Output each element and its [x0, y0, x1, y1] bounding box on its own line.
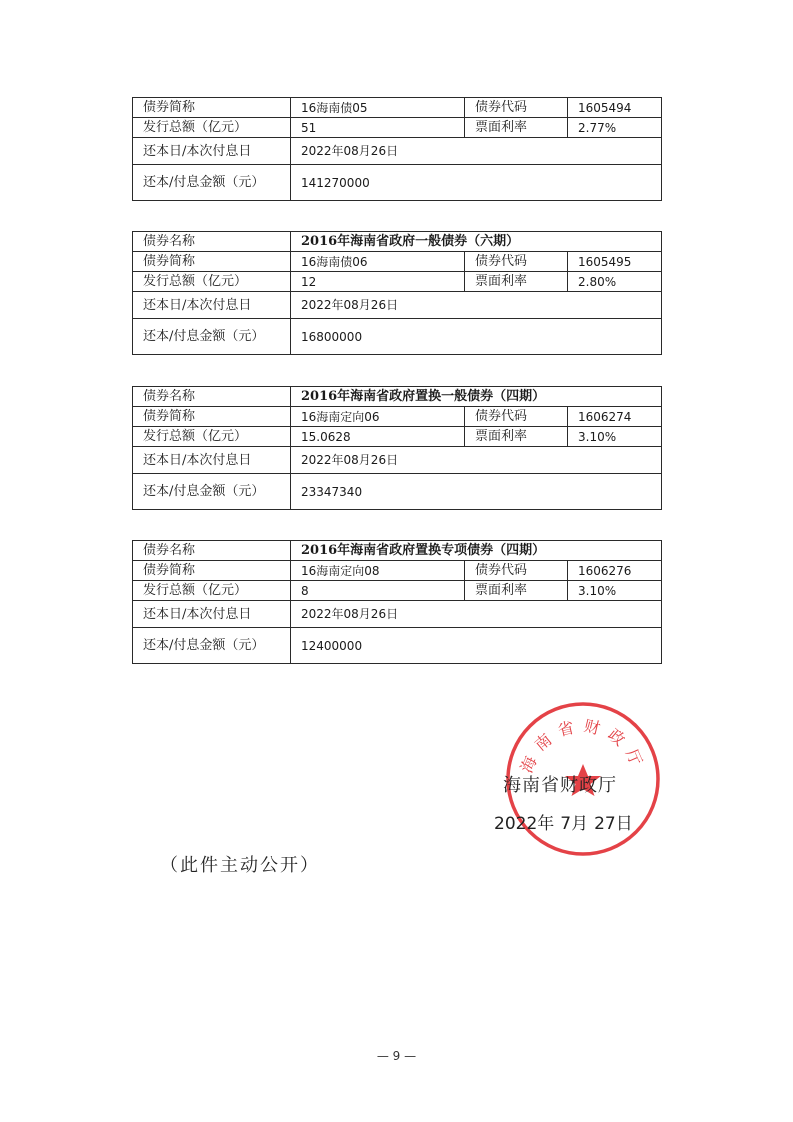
bond-name-label: 债券名称 [133, 541, 291, 561]
short-name-label: 债券简称 [133, 98, 291, 118]
bond-name-row [133, 387, 662, 407]
code-label: 债券代码 [465, 561, 568, 581]
payment-date-value: 2022年08月26日 [291, 292, 662, 319]
issuer-signature: 海南省财政厅 [503, 775, 617, 796]
coupon-rate-value: 2.80% [568, 272, 662, 292]
payment-amount-value: 141270000 [291, 165, 662, 201]
payment-date-label: 还本日/本次付息日 [133, 601, 291, 628]
bond-name-row [133, 541, 662, 561]
payment-amount-value: 16800000 [291, 319, 662, 355]
payment-amount-row [133, 319, 662, 355]
payment-amount-label: 还本/付息金额（元） [133, 319, 291, 355]
page-number: — 9 — [376, 1049, 417, 1063]
coupon-rate-label: 票面利率 [465, 427, 568, 447]
coupon-rate-label: 票面利率 [465, 581, 568, 601]
short-name-label: 债券简称 [133, 252, 291, 272]
bond-table-3 [132, 386, 662, 510]
coupon-rate-value: 3.10% [568, 427, 662, 447]
payment-amount-row [133, 165, 662, 201]
issue-amount-value: 8 [291, 581, 465, 601]
public-notice: （此件主动公开） [160, 855, 320, 876]
code-label: 债券代码 [465, 98, 568, 118]
date-year: 2022年 [494, 814, 555, 834]
issue-amount-value: 51 [291, 118, 465, 138]
short-name-value: 16海南债06 [291, 252, 465, 272]
payment-date-row [133, 292, 662, 319]
issue-amount-value: 12 [291, 272, 465, 292]
bond-name-label: 债券名称 [133, 387, 291, 407]
payment-date-row [133, 138, 662, 165]
short-name-value: 16海南定向06 [291, 407, 465, 427]
payment-date-label: 还本日/本次付息日 [133, 138, 291, 165]
signature-date [494, 809, 633, 834]
issue-amount-label: 发行总额（亿元） [133, 427, 291, 447]
bond-table-2 [132, 231, 662, 355]
bond-name-value: 2016年海南省政府置换专项债券（四期） [291, 541, 662, 561]
issue-amount-label: 发行总额（亿元） [133, 118, 291, 138]
short-name-row [133, 252, 662, 272]
code-value: 1605495 [568, 252, 662, 272]
issue-amount-row [133, 581, 662, 601]
issue-amount-row [133, 272, 662, 292]
date-day: 27日 [594, 814, 633, 834]
payment-amount-value: 12400000 [291, 628, 662, 664]
code-label: 债券代码 [465, 407, 568, 427]
coupon-rate-value: 2.77% [568, 118, 662, 138]
bond-name-row [133, 232, 662, 252]
code-label: 债券代码 [465, 252, 568, 272]
payment-amount-row [133, 628, 662, 664]
payment-date-value: 2022年08月26日 [291, 447, 662, 474]
payment-date-row [133, 447, 662, 474]
payment-date-value: 2022年08月26日 [291, 138, 662, 165]
issue-amount-label: 发行总额（亿元） [133, 581, 291, 601]
issue-amount-row [133, 427, 662, 447]
short-name-value: 16海南债05 [291, 98, 465, 118]
payment-amount-label: 还本/付息金额（元） [133, 628, 291, 664]
bond-name-label: 债券名称 [133, 232, 291, 252]
coupon-rate-label: 票面利率 [465, 118, 568, 138]
payment-amount-value: 23347340 [291, 474, 662, 510]
payment-date-row [133, 601, 662, 628]
coupon-rate-label: 票面利率 [465, 272, 568, 292]
bond-name-value: 2016年海南省政府置换一般债券（四期） [291, 387, 662, 407]
short-name-value: 16海南定向08 [291, 561, 465, 581]
payment-date-label: 还本日/本次付息日 [133, 447, 291, 474]
bond-name-value: 2016年海南省政府一般债券（六期） [291, 232, 662, 252]
code-value: 1606276 [568, 561, 662, 581]
code-value: 1606274 [568, 407, 662, 427]
issue-amount-row [133, 118, 662, 138]
payment-amount-label: 还本/付息金额（元） [133, 165, 291, 201]
payment-amount-label: 还本/付息金额（元） [133, 474, 291, 510]
short-name-row [133, 407, 662, 427]
coupon-rate-value: 3.10% [568, 581, 662, 601]
short-name-label: 债券简称 [133, 407, 291, 427]
issue-amount-value: 15.0628 [291, 427, 465, 447]
bond-table-4 [132, 540, 662, 664]
bond-table-1 [132, 97, 662, 201]
seal-arc-text: 海南省财政厅 [516, 716, 650, 776]
issue-amount-label: 发行总额（亿元） [133, 272, 291, 292]
short-name-row [133, 561, 662, 581]
payment-amount-row [133, 474, 662, 510]
short-name-label: 债券简称 [133, 561, 291, 581]
short-name-row [133, 98, 662, 118]
code-value: 1605494 [568, 98, 662, 118]
payment-date-label: 还本日/本次付息日 [133, 292, 291, 319]
payment-date-value: 2022年08月26日 [291, 601, 662, 628]
date-month: 7月 [560, 814, 589, 834]
